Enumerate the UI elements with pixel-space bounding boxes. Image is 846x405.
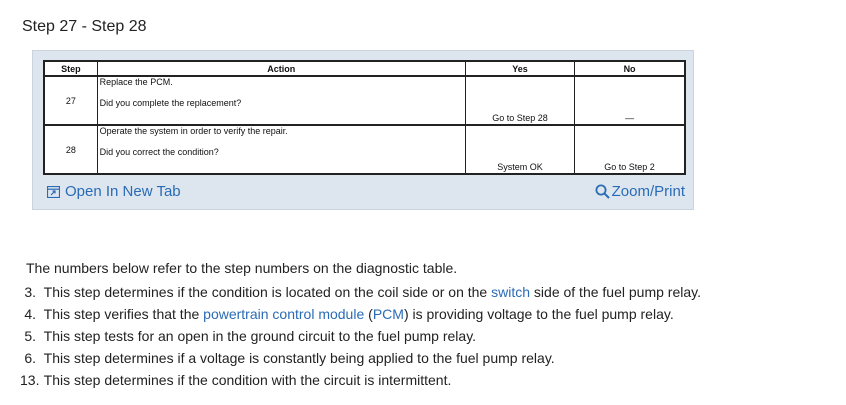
action-cell: [97, 76, 465, 125]
list-item: [20, 281, 701, 303]
yes-cell: Go to Step 28: [465, 76, 574, 125]
note-number: 6.: [24, 350, 36, 366]
header-step: Step: [44, 61, 97, 76]
note-number: 4.: [24, 306, 36, 322]
magnifier-icon: [595, 184, 610, 199]
no-cell: Go to Step 2: [575, 125, 685, 174]
table-header-row: [44, 61, 685, 76]
header-action: Action: [97, 61, 465, 76]
yes-cell: System OK: [465, 125, 574, 174]
note-text: This step tests for an open in the ground circuit to the fuel pump relay.: [40, 328, 477, 344]
list-item: [20, 369, 701, 391]
powertrain-control-module-link[interactable]: powertrain control module: [203, 306, 365, 322]
action-instruction: Operate the system in order to verify the repair.: [99, 126, 288, 136]
diagnostic-table: [43, 60, 686, 175]
note-text: This step verifies that the: [40, 306, 204, 322]
note-number: 3.: [24, 284, 36, 300]
open-new-tab-icon: [47, 186, 60, 198]
diagnostic-figure: [32, 50, 694, 210]
table-row: [44, 76, 685, 125]
note-text: This step determines if the condition is located on the coil side or on the: [40, 284, 492, 300]
step-number: 27: [44, 76, 97, 125]
notes-intro: The numbers below refer to the step numbers on the diagnostic table.: [26, 260, 458, 276]
header-yes: Yes: [465, 61, 574, 76]
switch-link[interactable]: switch: [491, 284, 531, 300]
zoom-print-link[interactable]: [595, 183, 685, 200]
pcm-link[interactable]: PCM: [372, 306, 404, 322]
step-heading: Step 27 - Step 28: [22, 18, 147, 35]
note-text: ) is providing voltage to the fuel pump relay.: [403, 306, 674, 322]
note-number: 5.: [24, 328, 36, 344]
note-number: 13.: [20, 372, 40, 388]
list-item: [20, 325, 701, 347]
header-no: No: [575, 61, 685, 76]
zoom-print-label: Zoom/Print: [611, 183, 685, 200]
table-row: [44, 125, 685, 174]
open-in-new-tab-label: Open In New Tab: [65, 183, 181, 200]
note-text: (: [364, 306, 373, 322]
note-text: This step determines if a voltage is constantly being applied to the fuel pump relay.: [40, 350, 555, 366]
list-item: [20, 347, 701, 369]
action-instruction: Replace the PCM.: [99, 77, 173, 87]
step-number: 28: [44, 125, 97, 174]
action-cell: [97, 125, 465, 174]
step-notes-list: [20, 281, 701, 391]
note-text: This step determines if the condition with the circuit is intermittent.: [40, 372, 452, 388]
open-in-new-tab-link[interactable]: [47, 183, 181, 200]
no-cell: —: [575, 76, 685, 125]
list-item: [20, 303, 701, 325]
action-question: Did you complete the replacement?: [99, 98, 242, 108]
note-text: side of the fuel pump relay.: [530, 284, 701, 300]
action-question: Did you correct the condition?: [99, 147, 219, 157]
